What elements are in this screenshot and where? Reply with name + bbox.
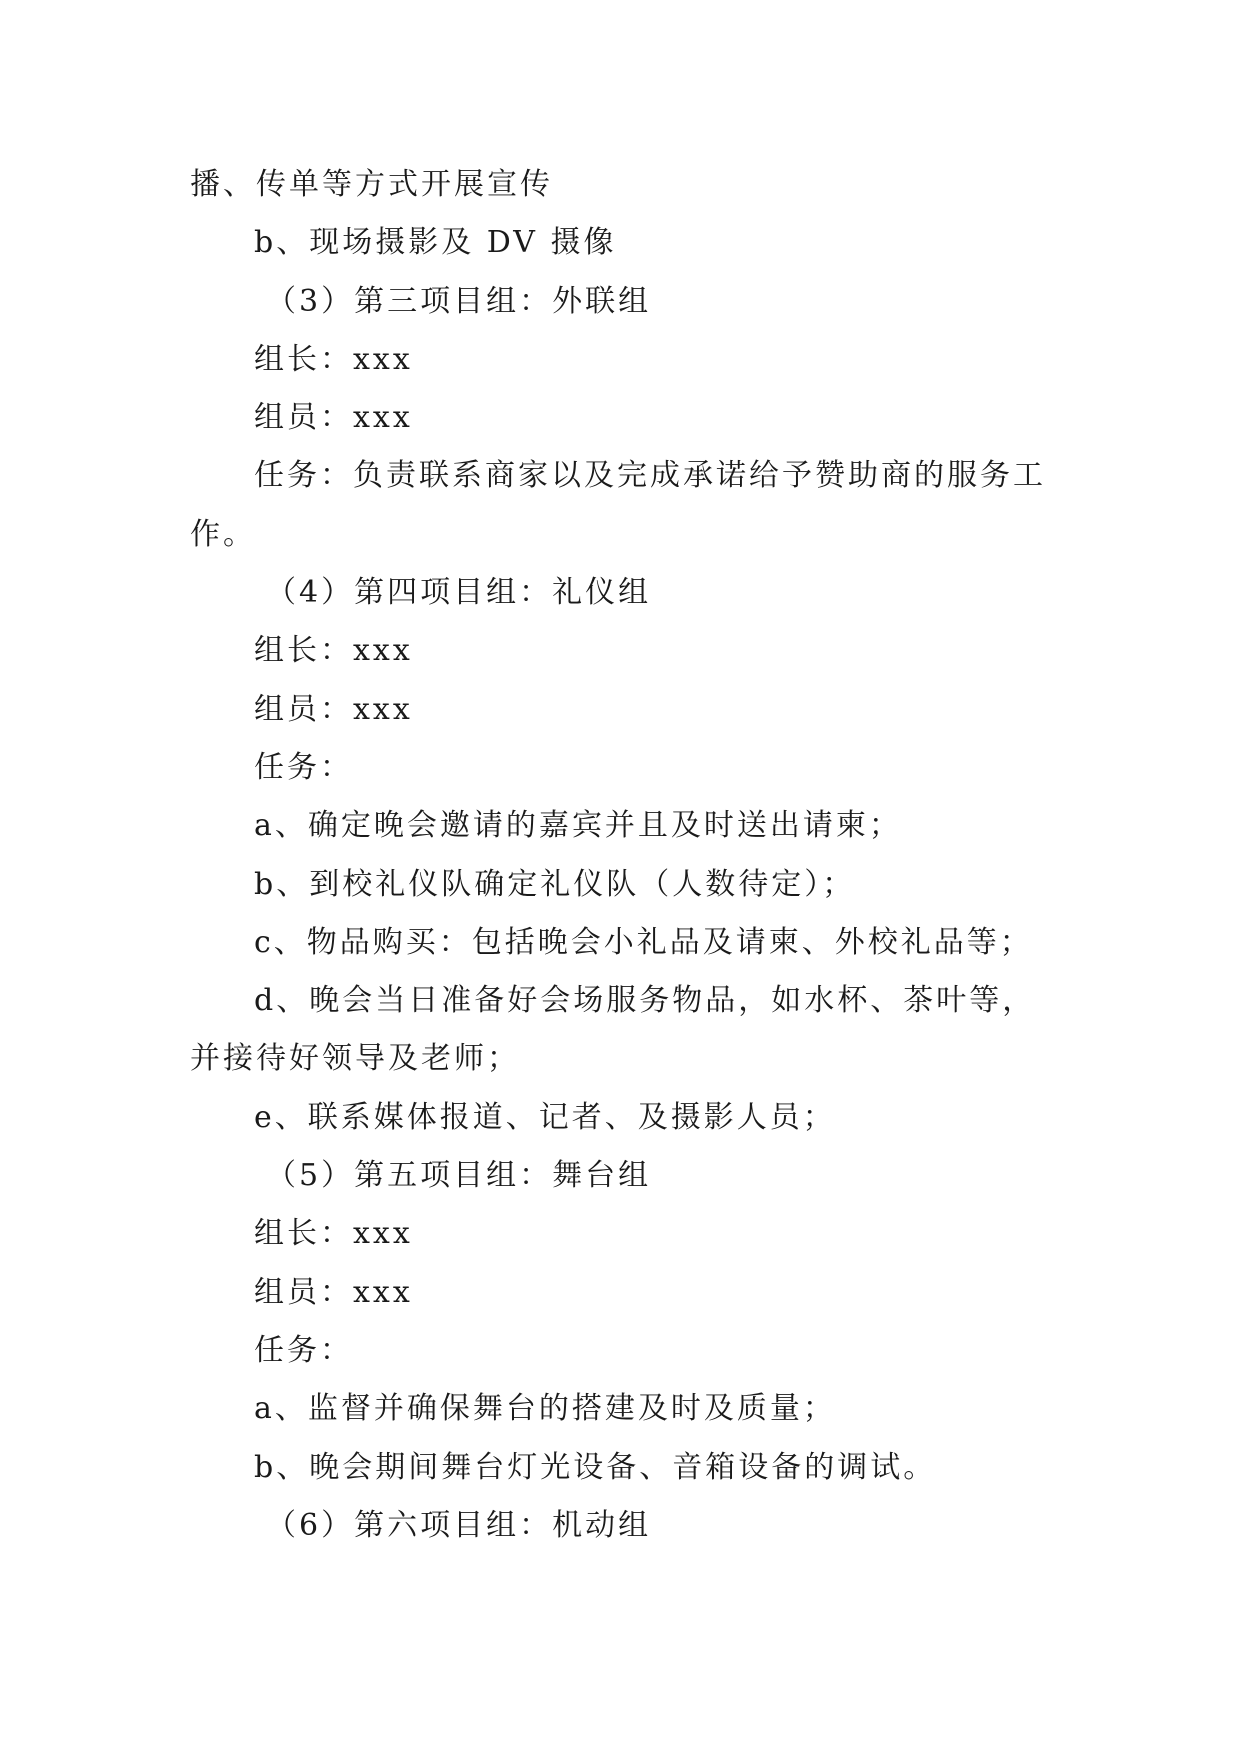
paragraph-line: 播、传单等方式开展宣传	[190, 167, 553, 202]
paragraph-line: 作。	[190, 516, 256, 552]
paragraph-line: 并接待好领导及老师；	[190, 1041, 520, 1077]
list-item: c、物品购买：包括晚会小礼品及请柬、外校礼品等；	[254, 924, 1033, 960]
list-item: b、到校礼仪队确定礼仪队（人数待定）；	[254, 866, 856, 902]
section-heading: （4）第四项目组：礼仪组	[266, 575, 652, 611]
task-line: 任务：	[254, 749, 353, 785]
group-leader-line: 组长：xxx	[254, 1216, 413, 1252]
group-leader-line: 组长：xxx	[254, 633, 413, 669]
task-line: 任务：	[254, 1332, 353, 1368]
document-body	[190, 156, 1070, 1555]
section-heading: （5）第五项目组：舞台组	[266, 1158, 652, 1194]
group-member-line: 组员：xxx	[254, 1274, 413, 1310]
section-heading: （6）第六项目组：机动组	[266, 1507, 652, 1543]
list-item: b、晚会期间舞台灯光设备、音箱设备的调试。	[254, 1449, 937, 1485]
group-member-line: 组员：xxx	[254, 400, 413, 436]
group-leader-line: 组长：xxx	[254, 341, 413, 377]
list-item: a、确定晚会邀请的嘉宾并且及时送出请柬；	[254, 808, 902, 844]
list-item: a、监督并确保舞台的搭建及时及质量；	[254, 1391, 836, 1427]
section-heading: （3）第三项目组：外联组	[266, 283, 652, 319]
list-item: e、联系媒体报道、记者、及摄影人员；	[254, 1099, 836, 1135]
list-item: d、晚会当日准备好会场服务物品，如水杯、茶叶等，	[254, 983, 1036, 1019]
task-line: 任务：负责联系商家以及完成承诺给予赞助商的服务工	[254, 458, 1046, 494]
group-member-line: 组员：xxx	[254, 691, 413, 727]
paragraph-line: b、现场摄影及 DV 摄像	[254, 225, 617, 261]
